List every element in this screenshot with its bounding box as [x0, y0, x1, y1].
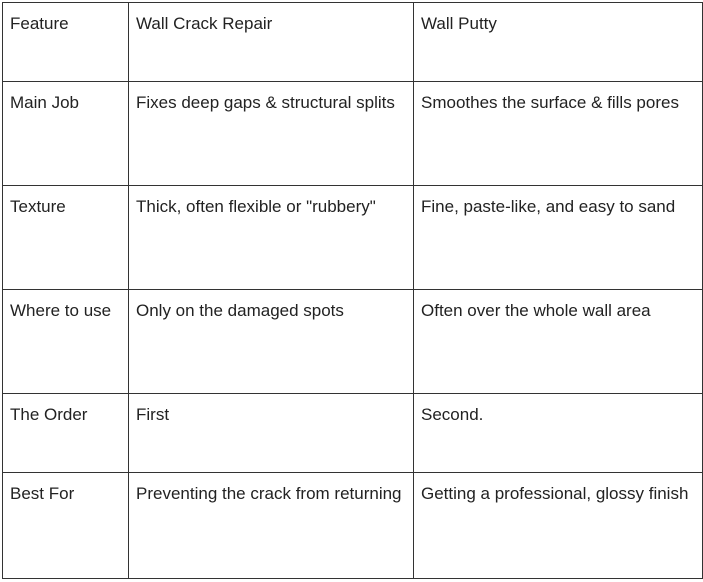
comparison-table	[2, 2, 703, 579]
row-label-cell: Main Job	[3, 82, 129, 186]
table-row	[3, 473, 703, 579]
table-row	[3, 82, 703, 186]
table-cell: Often over the whole wall area	[414, 290, 703, 394]
table-cell: Smoothes the surface & fills pores	[414, 82, 703, 186]
table-cell: Only on the damaged spots	[129, 290, 414, 394]
row-label-cell: Texture	[3, 186, 129, 290]
table-cell: First	[129, 394, 414, 473]
row-label-cell: Best For	[3, 473, 129, 579]
table-cell: Fine, paste-like, and easy to sand	[414, 186, 703, 290]
header-cell-wall-crack-repair: Wall Crack Repair	[129, 3, 414, 82]
row-label-cell: Where to use	[3, 290, 129, 394]
table-row	[3, 186, 703, 290]
table-cell: Preventing the crack from returning	[129, 473, 414, 579]
row-label-cell: The Order	[3, 394, 129, 473]
table-row	[3, 394, 703, 473]
table-cell: Fixes deep gaps & structural splits	[129, 82, 414, 186]
table-cell: Thick, often flexible or "rubbery"	[129, 186, 414, 290]
header-cell-feature: Feature	[3, 3, 129, 82]
table-row	[3, 290, 703, 394]
header-cell-wall-putty: Wall Putty	[414, 3, 703, 82]
header-row	[3, 3, 703, 82]
table-cell: Second.	[414, 394, 703, 473]
table-cell: Getting a professional, glossy finish	[414, 473, 703, 579]
